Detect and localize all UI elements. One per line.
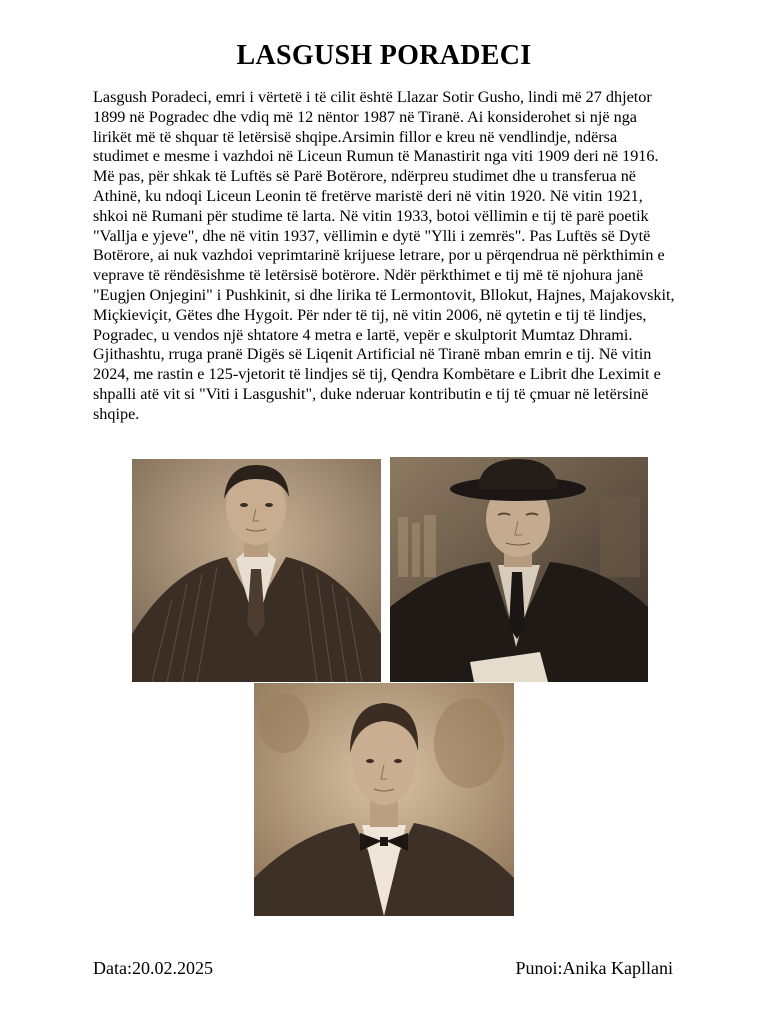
footer-date: Data:20.02.2025 [93, 958, 213, 978]
portrait-photo-young-suit [132, 459, 381, 682]
biography-paragraph: Lasgush Poradeci, emri i vërtetë i të cilit është Llazar Sotir Gusho, lindi më 27 dhjetor 1899 në Pogradec dhe vdiq më 12 nëntor 1987 në Tiranë. Ai konsiderohet si një nga lirikët më të shquar të letërsisë shqipe.Arsimin fillor e kreu në vendlindje, ndërsa studimet e mesme i vazhdoi në Liceun Rumun të Manastirit nga viti 1909 deri në 1916. Më pas, për shkak të Luftës së Parë Botërore, ndërpreu studimet dhe u transferua në Athinë, ku ndoqi Liceun Leonin të fretërve maristë deri në vitin 1920. Në vitin 1921, shkoi në Rumani për studime të larta. Në vitin 1933, botoi vëllimin e tij të parë poetik "Vallja e yjeve", dhe në vitin 1937, vëllimin e dytë "Ylli i zemrës". Pas Luftës së Dytë Botërore, ai nuk vazhdoi veprimtarinë krijuese letrare, por u përqendrua në përkthimin e veprave të rëndësishme të letërsisë botërore. Ndër përkthimet e tij më të njohura janë "Eugjen Onjegini" i Pushkinit, si dhe lirika të Lermontovit, Bllokut, Hajnes, Majakovskit, Miçkieviçit, Gëtes dhe Hygoit. Për nder të tij, në vitin 2006, në qytetin e tij të lindjes, Pogradec, u vendos një shtatore 4 metra e lartë, vepër e skulptorit Mumtaz Dhrami. Gjithashtu, rruga pranë Digës së Liqenit Artificial në Tiranë mban emrin e tij. Në vitin 2024, me rastin e 125-vjetorit të lindjes së tij, Qendra Kombëtare e Librit dhe Leximit e shpalli atë vit si "Viti i Lasgushit", duke nderuar kontributin e tij të çmuar në letërsinë shqipe. [93, 88, 675, 423]
page-title: LASGUSH PORADECI [236, 40, 532, 71]
portrait-photo-elderly-hat [390, 457, 648, 682]
portrait-photo-bow-tie [254, 683, 514, 916]
footer-author: Punoi:Anika Kapllani [515, 958, 673, 978]
